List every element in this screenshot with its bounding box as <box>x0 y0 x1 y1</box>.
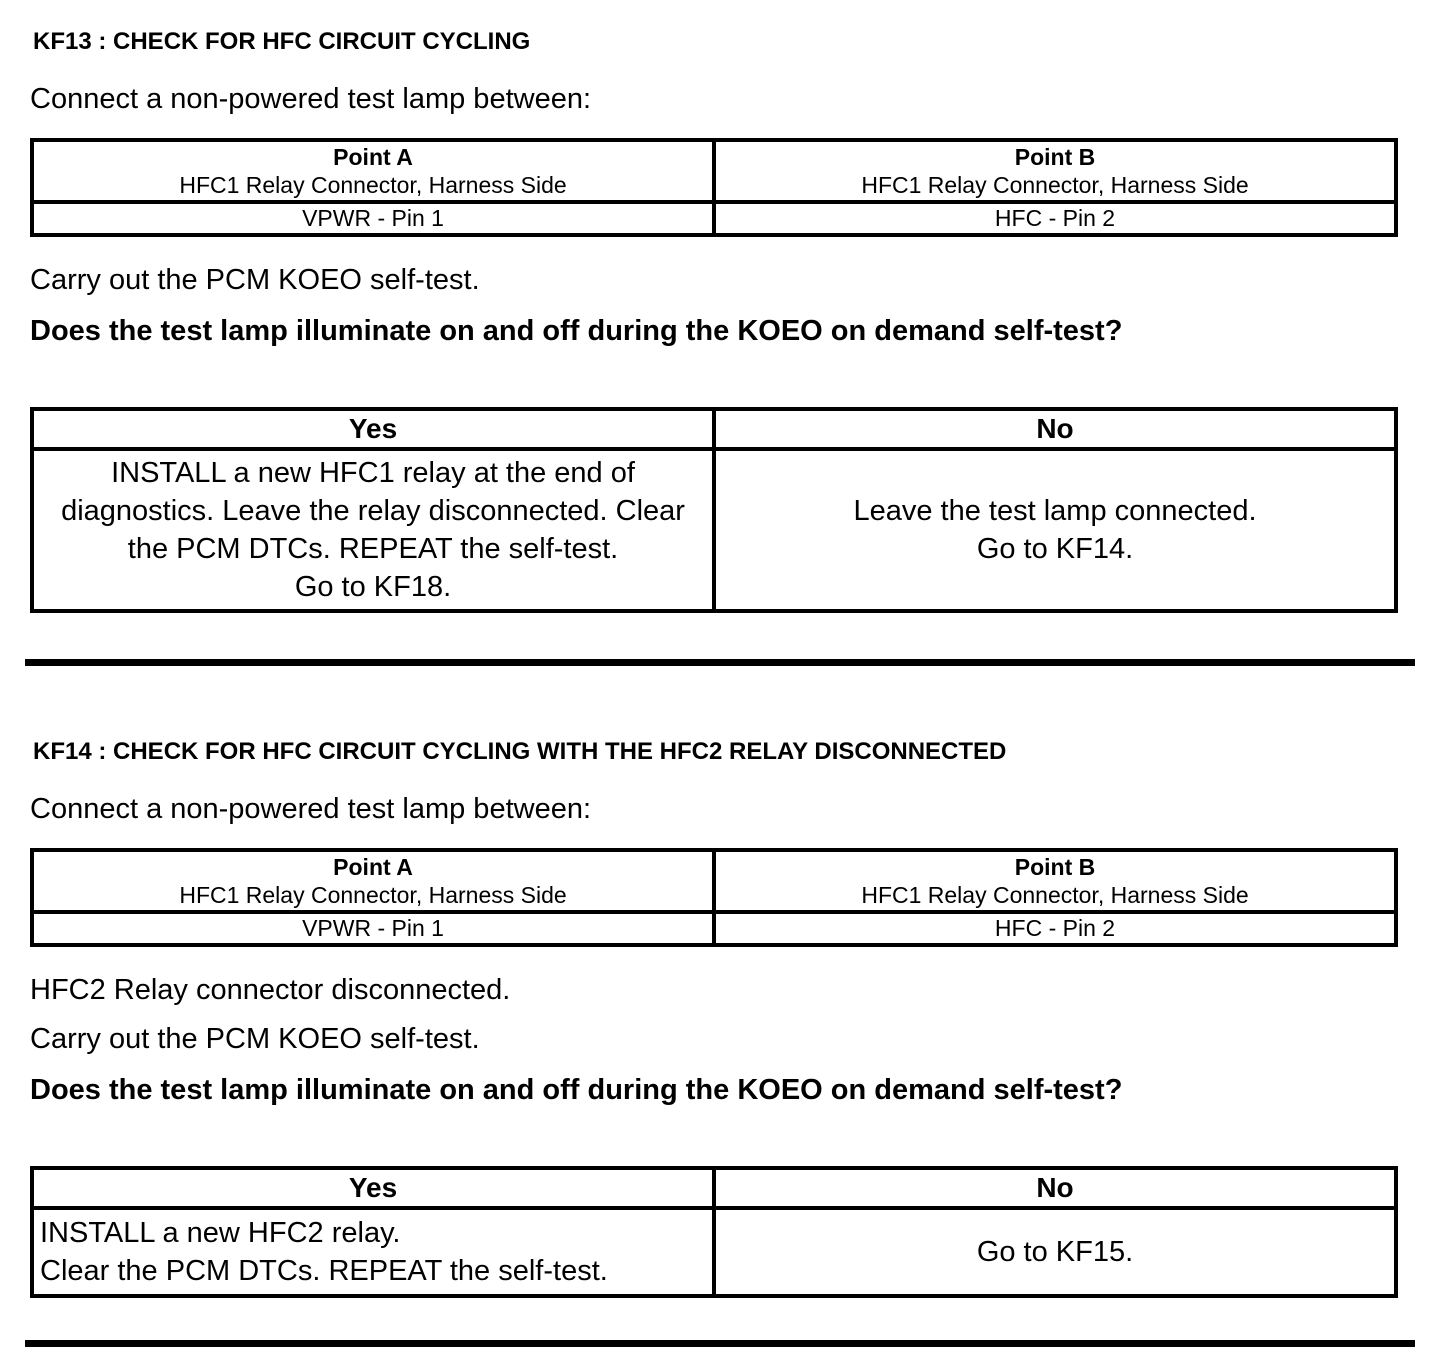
question-text: Does the test lamp illuminate on and off during the KOEO on demand self-test? <box>30 315 1123 347</box>
yes-action-cell <box>32 1208 714 1296</box>
point-a-title: Point A <box>333 144 413 170</box>
connection-table-value-row <box>32 912 1396 945</box>
section-heading-kf13: KF13 : CHECK FOR HFC CIRCUIT CYCLING <box>33 28 531 55</box>
no-action-line: Go to KF15. <box>976 1236 1134 1268</box>
yes-action-cell <box>32 449 714 611</box>
section-kf14 <box>30 738 1400 1298</box>
section-divider <box>25 1340 1415 1347</box>
step-text: Carry out the PCM KOEO self-test. <box>30 264 480 296</box>
intro-text: Connect a non-powered test lamp between: <box>30 83 592 115</box>
connection-table-header-row <box>32 850 1396 912</box>
section-divider <box>25 659 1415 666</box>
yes-header: Yes <box>32 409 714 449</box>
point-a-value: VPWR - Pin 1 <box>32 912 714 945</box>
step-text: HFC2 Relay connector disconnected. <box>30 974 511 1006</box>
step-text: Carry out the PCM KOEO self-test. <box>30 1023 480 1055</box>
decision-table <box>30 407 1398 613</box>
decision-table <box>30 1166 1398 1298</box>
decision-table-header-row <box>32 1168 1396 1208</box>
point-b-title: Point B <box>1014 854 1096 880</box>
decision-table-header-row <box>32 409 1396 449</box>
connection-table-value-row <box>32 202 1396 235</box>
yes-header: Yes <box>32 1168 714 1208</box>
decision-table-body-row <box>32 449 1396 611</box>
no-action-cell <box>714 449 1396 611</box>
point-a-subtitle: HFC1 Relay Connector, Harness Side <box>179 172 567 198</box>
point-a-header-cell <box>32 140 714 202</box>
connection-table <box>30 848 1398 947</box>
no-action-cell <box>714 1208 1396 1296</box>
point-b-header-cell <box>714 140 1396 202</box>
section-kf13 <box>30 28 1400 613</box>
point-a-value: VPWR - Pin 1 <box>32 202 714 235</box>
connection-table <box>30 138 1398 237</box>
point-a-header-cell <box>32 850 714 912</box>
point-b-header-cell <box>714 850 1396 912</box>
point-a-subtitle: HFC1 Relay Connector, Harness Side <box>179 882 567 908</box>
point-a-title: Point A <box>333 854 413 880</box>
yes-action-line: Go to KF18. <box>294 571 452 603</box>
point-b-subtitle: HFC1 Relay Connector, Harness Side <box>861 172 1249 198</box>
point-b-title: Point B <box>1014 144 1096 170</box>
no-header: No <box>714 1168 1396 1208</box>
decision-table-body-row <box>32 1208 1396 1296</box>
point-b-value: HFC - Pin 2 <box>714 202 1396 235</box>
section-heading-kf14: KF14 : CHECK FOR HFC CIRCUIT CYCLING WITH THE HFC2 RELAY DISCONNECTED <box>33 738 1007 765</box>
point-b-subtitle: HFC1 Relay Connector, Harness Side <box>861 882 1249 908</box>
no-action-line: Leave the test lamp connected. <box>853 495 1257 527</box>
intro-text: Connect a non-powered test lamp between: <box>30 793 592 825</box>
question-text: Does the test lamp illuminate on and off during the KOEO on demand self-test? <box>30 1074 1123 1106</box>
connection-table-header-row <box>32 140 1396 202</box>
yes-action-line: INSTALL a new HFC1 relay at the end of diagnostics. Leave the relay disconnected. Clear the PCM DTCs. REPEAT the self-test. <box>61 457 685 565</box>
no-action-line: Go to KF14. <box>976 533 1134 565</box>
no-header: No <box>714 409 1396 449</box>
point-b-value: HFC - Pin 2 <box>714 912 1396 945</box>
yes-action-line: INSTALL a new HFC2 relay. <box>40 1217 401 1249</box>
yes-action-line: Clear the PCM DTCs. REPEAT the self-test. <box>40 1255 608 1287</box>
